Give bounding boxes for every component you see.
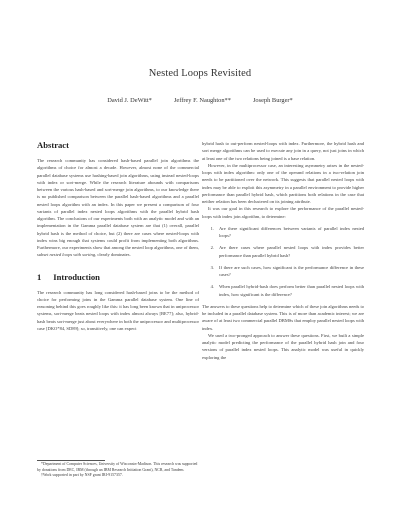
right-paragraph-3: It was our goal in this research to explore the performance of the parallel nested-loops with index join algorithm, to determine: [202,206,364,219]
section-number: 1 [37,271,42,282]
left-column [37,140,199,332]
right-column [202,140,364,361]
section-heading-introduction [37,272,199,282]
list-item-text: Are there cases where parallel nested loops with index provides better performance than parallel hybrid hash? [219,245,364,258]
abstract-heading: Abstract [37,140,69,150]
list-item-number: 1. [210,225,214,231]
footnote-affiliation: *Department of Computer Sciences, University of Wisconsin-Madison. This research was supported by donations from DEC, IBM (through an IBM Research Initiation Grant), NCR, and Tandem. [37,462,198,472]
list-item-number: 2. [210,245,214,251]
list-item [202,264,364,279]
list-item [202,244,364,259]
footnotes [37,462,199,479]
list-item-number: 3. [210,264,214,270]
list-item-number: 4. [210,284,214,290]
list-item-text: If there are such cases, how significant is the performance difference in these cases? [219,264,364,277]
research-questions-list [202,225,364,298]
list-item [202,283,364,298]
abstract-text-main: The research community has considered hash-based parallel join algorithms the algorithms of choice for almost a decade. However, almost none of the commercial parallel database systems use hashing-based join algorithms, using instead nested-loops with index or sort-merge. While the research literature abounds with comparisons between the various hash-based and sort-merge join algorithms, to our knowledge there is no published comparison between the parallel hash-based algorithms and a parallel nested loops algorithm with an index. In this paper we present a comparison of four variants of parallel index nested loops algorithms with the parallel hybrid hash algorithm. The conclusions of our experiments both with an analytic model and with an implementation in the Gamma parallel database system are that (1) overall, parallel hybrid hash is the method of choice, but (2) there are cases where nested-loops with index wins big enough that systems could profit from implementing both algorithms. Furthermore, our experiments show that among the nested loop algorithms, one of them, [37,158,199,250]
right-paragraph-2: However, in the multiprocessor case, an interesting asymmetry arises in the nested-loops with index algorithm: only one of the operand relations in a two-relation join needs to be partitioned over the network. This suggests that parallel nested loops with index may be able to exploit this asymmetry in a parallel environment to provide higher performance than parallel hybrid hash, which partitions both relations in the case that neither relation has been declustered on its joining attribute. [202,162,364,204]
paper-title: Nested Loops Revisited [148,68,252,79]
abstract-text-end: , clearly dominates. [95,252,131,258]
section-title: Introduction [53,271,100,282]
author-naughton: Jeffrey F. Naughton** [173,97,231,104]
right-paragraph-1: hybrid hash to out-perform nested-loops with index. Furthermore, the hybrid hash and sort merge algorithms can be used to execute any join in a query, not just joins in which at least one of the two relations being joined is a base relation. [202,141,364,161]
list-item [202,225,364,240]
author-burger: Joseph Burger* [252,97,293,104]
abstract-text [37,157,199,259]
intro-paragraph-1: The research community has long considered hash-based joins to be the method of choice for performing joins in the Gamma parallel database system. One line of reasoning behind this goes roughly like this: it has long been known that in uniprocessor systems, sort-merge beats nested loops with index almost always [BE77]; also, hybrid-hash beats sort-merge just about everywhere in both the uniprocessor and multiprocessor case [DKO*84, SD89]; so, transitively, one can expect [37,289,199,331]
list-item-text: Are there significant differences between variants of parallel index nested loops? [219,225,364,238]
right-paragraph-4: The answers to these questions help to determine which of these join algorithms needs to be included in a parallel database system. This is of more than academic interest; we are aware of at least two commercial parallel DBMSs that employ parallel nested loops with index. [202,303,364,331]
list-item-text: When parallel hybrid-hash does perform better than parallel nested loops with index, how significant is the difference? [219,284,364,297]
abstract-text-emphasis: subset nested loops with sorting [37,252,96,258]
author-list [0,97,400,104]
footnote-divider [37,460,105,461]
footnote-grant: †Work supported in part by NSF grant IRI-9157357. [41,473,123,478]
author-dewitt: David J. DeWitt* [107,97,152,104]
right-paragraph-5: We used a two-pronged approach to answer these questions. First, we built a simple analytic model predicting the performance of the parallel hybrid hash join and four versions of parallel index nested loops. This analytic model was useful in quickly exploring the [202,332,364,360]
